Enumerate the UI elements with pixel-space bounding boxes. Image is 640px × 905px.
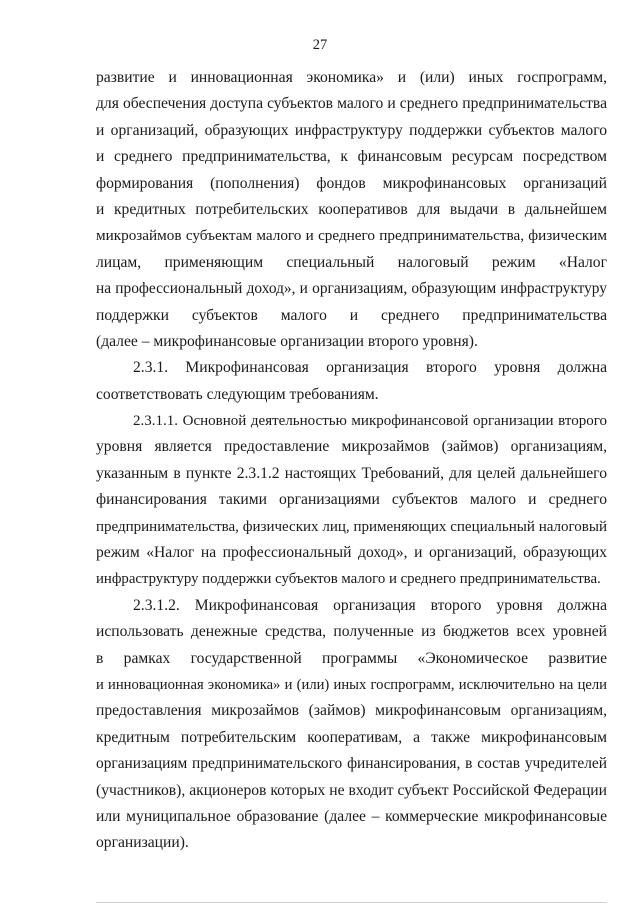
text-line: (участников), акционеров которых не входит субъект Российской Федерации xyxy=(96,781,607,799)
page-edge-divider xyxy=(96,902,607,903)
text-line: или муниципальное образование (далее – коммерческие микрофинансовые xyxy=(96,807,607,825)
text-line: использовать денежные средства, полученные из бюджетов всех уровней xyxy=(96,623,607,641)
text-line: развитие и инновационная экономика» и (или) иных госпрограмм, xyxy=(96,69,607,86)
text-line: и среднего предпринимательства, к финансовым ресурсам посредством xyxy=(96,148,607,166)
text-line: лицам, применяющим специальный налоговый режим «Налог xyxy=(96,253,607,271)
text-line: предпринимательства, физических лиц, применяющих специальный налоговый xyxy=(96,518,607,535)
text-line: 2.3.1.2. Микрофинансовая организация второго уровня должна xyxy=(133,596,607,614)
document-body xyxy=(96,65,607,857)
text-line: на профессиональный доход», и организациям, образующим инфраструктуру xyxy=(96,280,607,298)
text-line: в рамках государственной программы «Экономическое развитие xyxy=(96,649,607,667)
text-line: (далее – микрофинансовые организации второго уровня). xyxy=(96,332,478,350)
text-line: 2.3.1.1. Основной деятельностью микрофинансовой организации второго xyxy=(133,413,607,430)
text-line: указанным в пункте 2.3.1.2 настоящих Требований, для целей дальнейшего xyxy=(96,464,607,482)
text-line: соответствовать следующим требованиям. xyxy=(96,385,379,403)
text-line: предоставления микрозаймов (займов) микрофинансовым организациям, xyxy=(96,702,607,720)
text-line: и кредитных потребительских кооперативов для выдачи в дальнейшем xyxy=(96,200,607,218)
text-line: поддержки субъектов малого и среднего предпринимательства xyxy=(96,306,607,324)
text-line: для обеспечения доступа субъектов малого и среднего предпринимательства xyxy=(96,95,607,113)
text-line: организации). xyxy=(96,834,189,852)
text-line: режим «Налог на профессиональный доход», и организаций, образующих xyxy=(96,544,607,562)
text-line: 2.3.1. Микрофинансовая организация второго уровня должна xyxy=(133,359,607,377)
text-line: и инновационная экономика» и (или) иных госпрограмм, исключительно на цели xyxy=(96,676,607,693)
text-line: кредитным потребительским кооперативам, а также микрофинансовым xyxy=(96,728,607,746)
text-line: формирования (пополнения) фондов микрофинансовых организаций xyxy=(96,174,607,192)
text-line: организациям предпринимательского финансирования, в состав учредителей xyxy=(96,755,607,773)
text-line: микрозаймов субъектам малого и среднего предпринимательства, физическим xyxy=(96,227,607,245)
text-line: инфраструктуру поддержки субъектов малого и среднего предпринимательства. xyxy=(96,571,601,588)
text-line: и организаций, образующих инфраструктуру поддержки субъектов малого xyxy=(96,121,607,139)
page-number: 27 xyxy=(312,37,328,53)
text-line: финансирования такими организациями субъектов малого и среднего xyxy=(96,491,607,509)
text-line: уровня является предоставление микрозаймов (займов) организациям, xyxy=(96,438,607,456)
